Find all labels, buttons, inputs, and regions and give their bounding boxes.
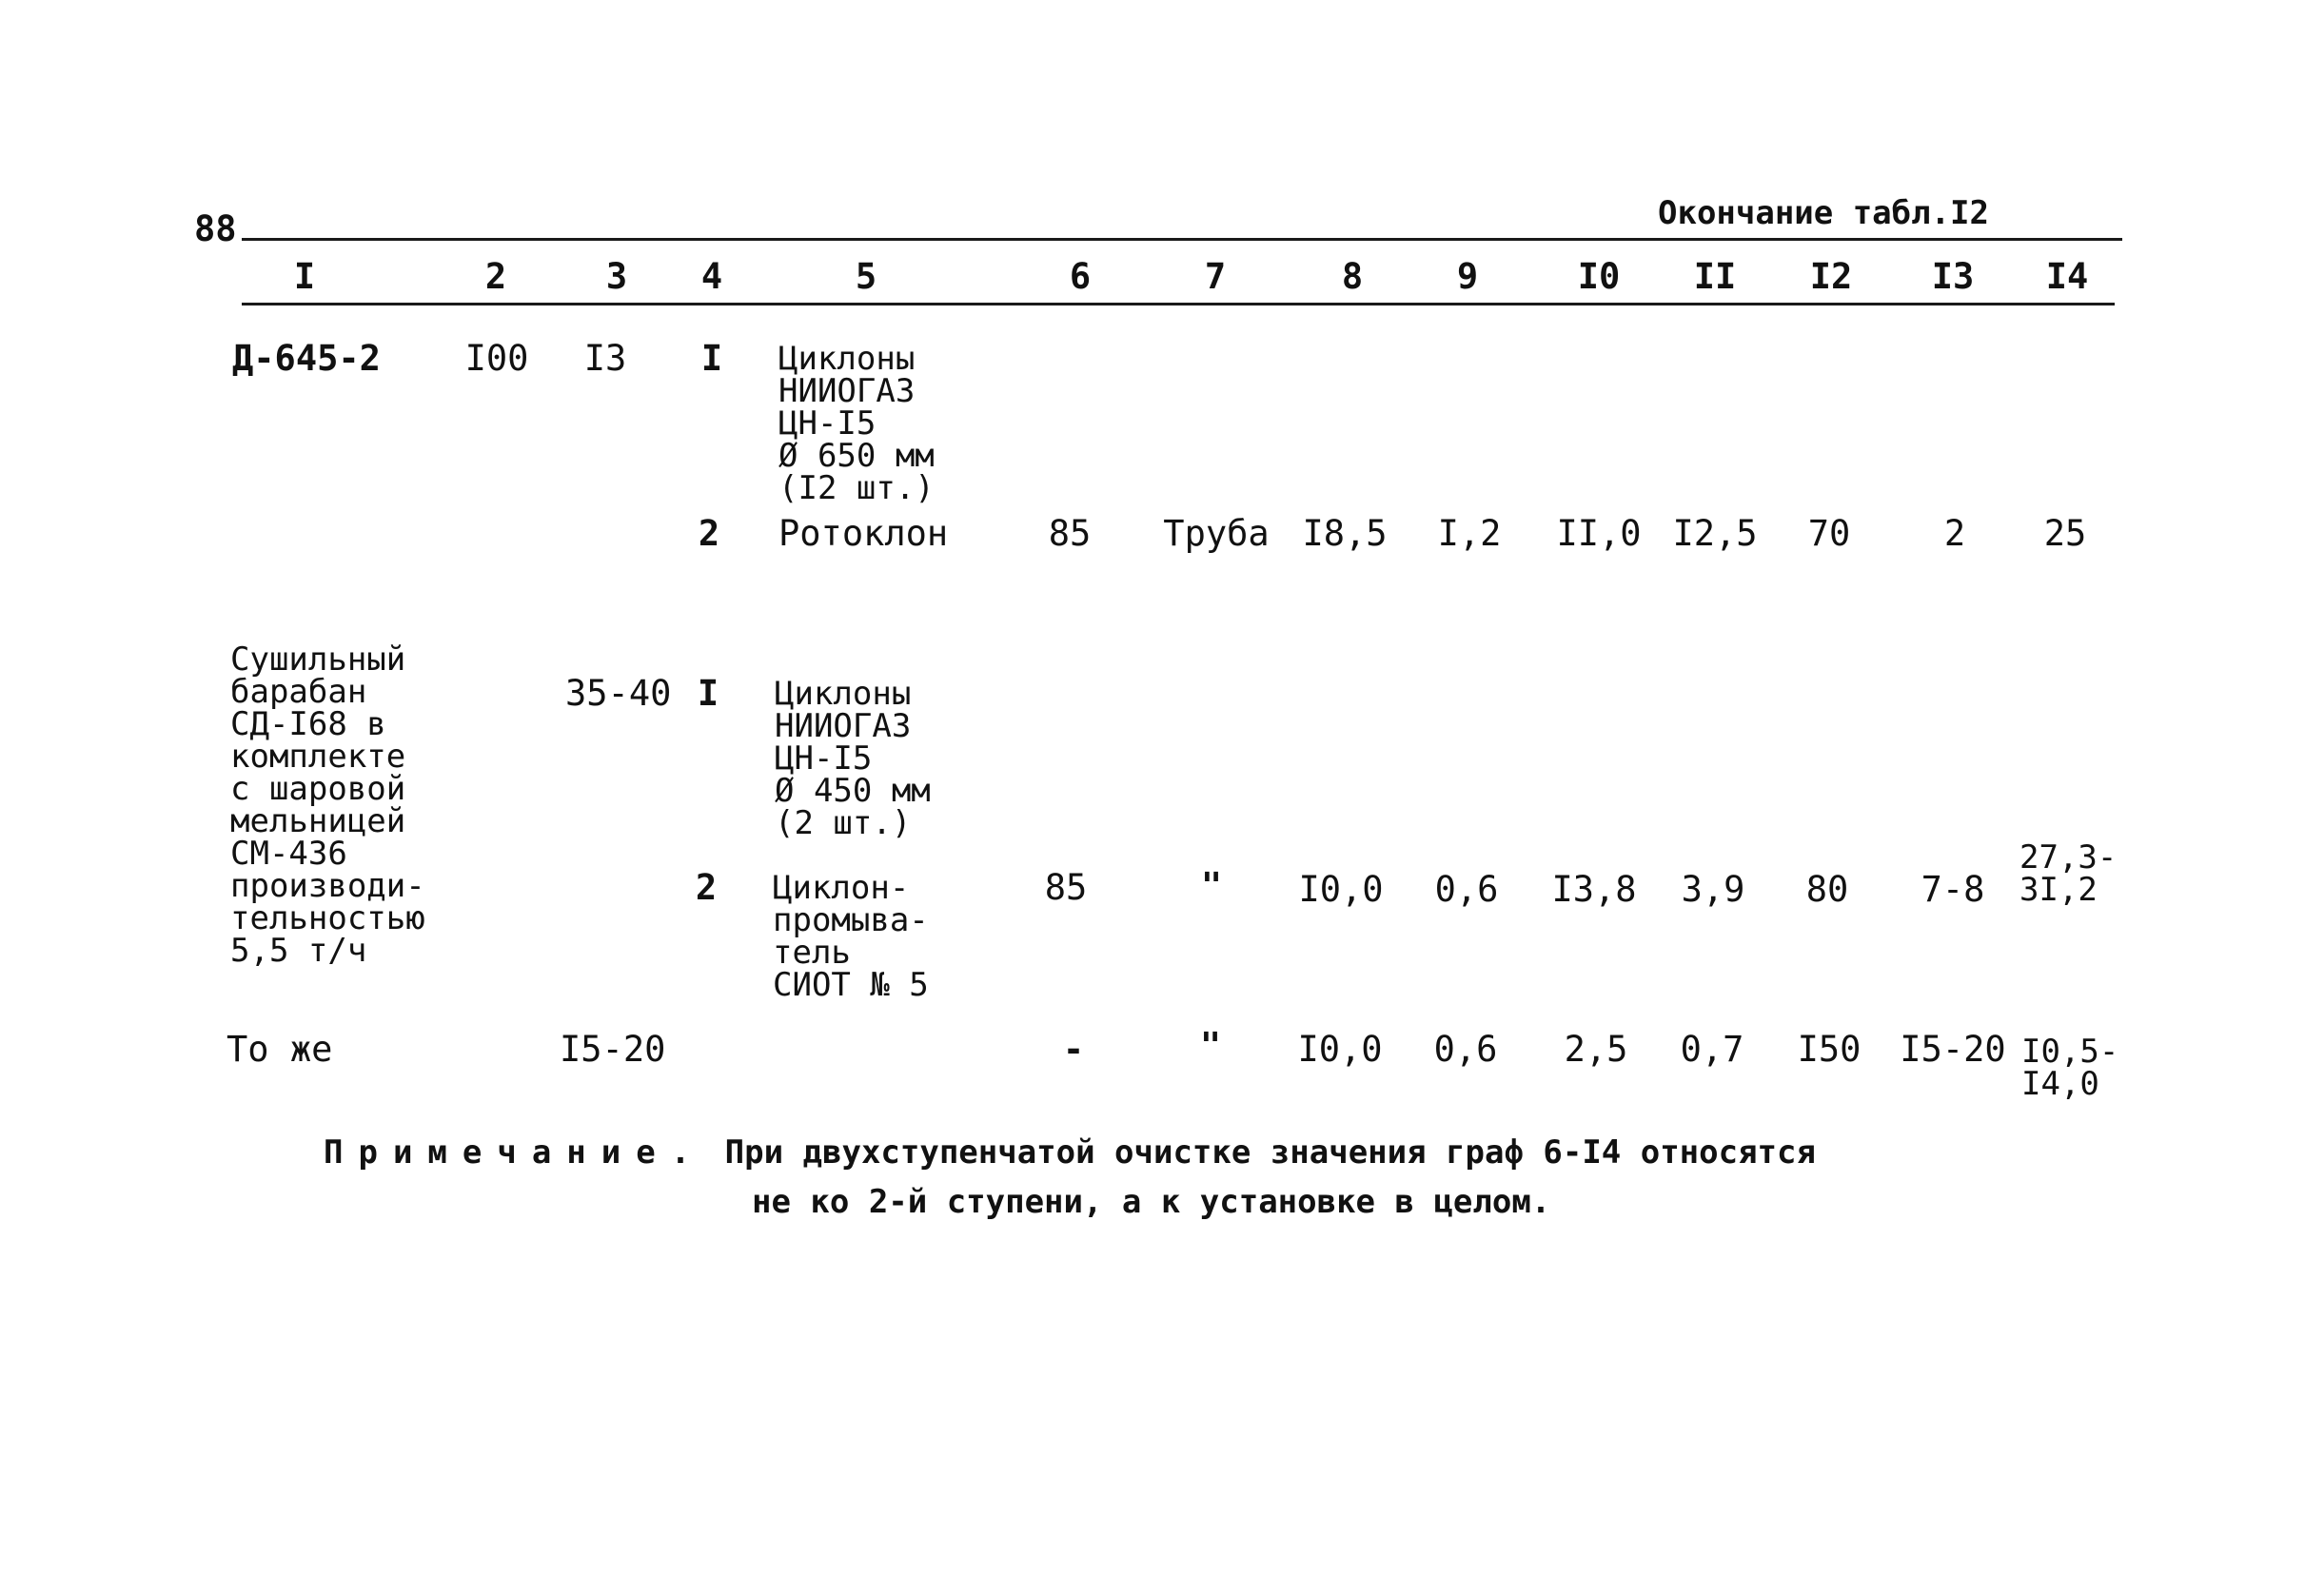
- row3-col10: 2,5: [1564, 1029, 1628, 1070]
- row1-stage2-col6: 85: [1048, 513, 1092, 554]
- row2-stage1-cleaner-line: Ø 450 мм: [775, 772, 931, 810]
- column-header-9: 9: [1456, 256, 1479, 297]
- row2-stage1-cleaner: [775, 675, 931, 842]
- row2-stage2-cleaner-line: Циклон-: [773, 869, 910, 907]
- row2-stage1-cleaner-line: (2 шт.): [775, 804, 912, 842]
- row1-stage1-cleaner-line: (I2 шт.): [778, 469, 935, 507]
- row1-col3: I3: [583, 338, 627, 379]
- row2-col3: 35-40: [565, 673, 672, 714]
- row1-stage1-col4: I: [700, 338, 723, 379]
- row2-stage2-col9: 0,6: [1434, 869, 1499, 910]
- row2-stage2-cleaner: [773, 869, 929, 1004]
- row2-equipment-line: 5,5 т/ч: [230, 932, 367, 970]
- row3-col6: -: [1062, 1029, 1085, 1070]
- note-lead: Примечание.: [324, 1133, 706, 1172]
- row1-stage2-col10: II,0: [1556, 513, 1642, 554]
- row2-stage2-cleaner-line: промыва-: [773, 901, 929, 939]
- row2-stage2-col7: ": [1200, 865, 1223, 906]
- row1-stage2-col8: I8,5: [1302, 513, 1388, 554]
- row3-col3: I5-20: [560, 1029, 666, 1070]
- row3-col12: I50: [1797, 1029, 1862, 1070]
- row2-stage2-col14-line: 3I,2: [2019, 871, 2098, 909]
- column-header-1: I: [293, 256, 316, 297]
- row2-stage2-col4: 2: [695, 867, 718, 908]
- row2-stage2-col14-line: 27,3-: [2019, 838, 2118, 877]
- row1-stage1-cleaner-line: НИИОГАЗ: [778, 372, 916, 410]
- row2-stage2-col12: 80: [1805, 869, 1849, 910]
- row1-stage2-col9: I,2: [1437, 513, 1502, 554]
- row1-stage2-col14: 25: [2043, 513, 2087, 554]
- row1-stage2-col11: I2,5: [1672, 513, 1758, 554]
- column-header-8: 8: [1341, 256, 1364, 297]
- row2-equipment-line: комплекте: [230, 738, 406, 776]
- row1-stage1-cleaner: [778, 340, 935, 507]
- row1-equipment: Д-645-2: [232, 338, 381, 379]
- row2-equipment-line: мельницей: [230, 802, 406, 840]
- row2-equipment-line: с шаровой: [230, 770, 406, 808]
- row3-col11: 0,7: [1680, 1029, 1744, 1070]
- table-header-rule: [242, 303, 2115, 305]
- column-header-2: 2: [484, 256, 507, 297]
- column-header-7: 7: [1204, 256, 1227, 297]
- row1-stage1-cleaner-line: Циклоны: [778, 340, 916, 378]
- row1-stage1-cleaner-line: ЦН-I5: [778, 404, 877, 443]
- row1-stage2-col7: Труба: [1163, 513, 1270, 554]
- column-header-10: I0: [1577, 256, 1621, 297]
- row1-stage1-cleaner-line: Ø 650 мм: [778, 437, 935, 475]
- column-header-5: 5: [855, 256, 877, 297]
- row2-stage2-cleaner-line: СИОТ № 5: [773, 966, 929, 1004]
- page-number: 88: [194, 208, 237, 249]
- row3-col13: I5-20: [1900, 1029, 2006, 1070]
- row2-stage2-col14: [2019, 838, 2118, 909]
- row2-equipment-line: барабан: [230, 673, 367, 711]
- note-text-1: При двухступенчатой очистке значения граф 6-I4 относятся: [724, 1133, 1816, 1172]
- row3-col9: 0,6: [1433, 1029, 1498, 1070]
- column-header-6: 6: [1069, 256, 1092, 297]
- row3-col7: ": [1199, 1025, 1222, 1066]
- row2-stage2-col8: I0,0: [1298, 869, 1384, 910]
- row3-col8: I0,0: [1297, 1029, 1383, 1070]
- row1-stage2-cleaner: Ротоклон: [778, 513, 949, 554]
- row2-stage2-col10: I3,8: [1551, 869, 1637, 910]
- row2-stage2-cleaner-line: тель: [773, 934, 851, 972]
- row2-stage1-cleaner-line: НИИОГАЗ: [775, 707, 912, 745]
- row2-equipment-line: производи-: [230, 867, 425, 905]
- note-line-1: [324, 1133, 1816, 1172]
- row2-stage2-col11: 3,9: [1681, 869, 1745, 910]
- row3-col14-line: I4,0: [2021, 1065, 2099, 1103]
- table-caption: Окончание табл.I2: [1658, 194, 1989, 232]
- row1-stage2-col4: 2: [698, 513, 720, 554]
- column-header-11: II: [1693, 256, 1737, 297]
- row2-equipment-line: СМ-436: [230, 835, 347, 873]
- row2-stage2-col6: 85: [1044, 867, 1088, 908]
- row3-equipment: То же: [227, 1029, 333, 1070]
- table-top-rule: [242, 238, 2122, 241]
- row1-stage2-col12: 70: [1807, 513, 1851, 554]
- column-header-4: 4: [700, 256, 723, 297]
- row2-equipment-line: тельностью: [230, 899, 425, 937]
- row2-equipment: [230, 640, 425, 970]
- row2-stage2-col13: 7-8: [1921, 869, 1985, 910]
- column-header-14: I4: [2045, 256, 2089, 297]
- column-header-12: I2: [1809, 256, 1853, 297]
- row1-col2: I00: [464, 338, 529, 379]
- row3-col14-line: I0,5-: [2021, 1033, 2119, 1071]
- column-header-3: 3: [605, 256, 628, 297]
- row3-col14: [2021, 1033, 2119, 1103]
- note-line-2: не ко 2-й ступени, а к установке в целом.: [752, 1183, 1551, 1221]
- row2-equipment-line: Сушильный: [230, 640, 406, 679]
- column-header-13: I3: [1931, 256, 1975, 297]
- row2-stage1-cleaner-line: Циклоны: [775, 675, 912, 713]
- row2-stage1-col4: I: [697, 673, 719, 714]
- row2-equipment-line: СД-I68 в: [230, 705, 386, 743]
- row2-stage1-cleaner-line: ЦН-I5: [775, 739, 873, 778]
- row1-stage2-col13: 2: [1943, 513, 1966, 554]
